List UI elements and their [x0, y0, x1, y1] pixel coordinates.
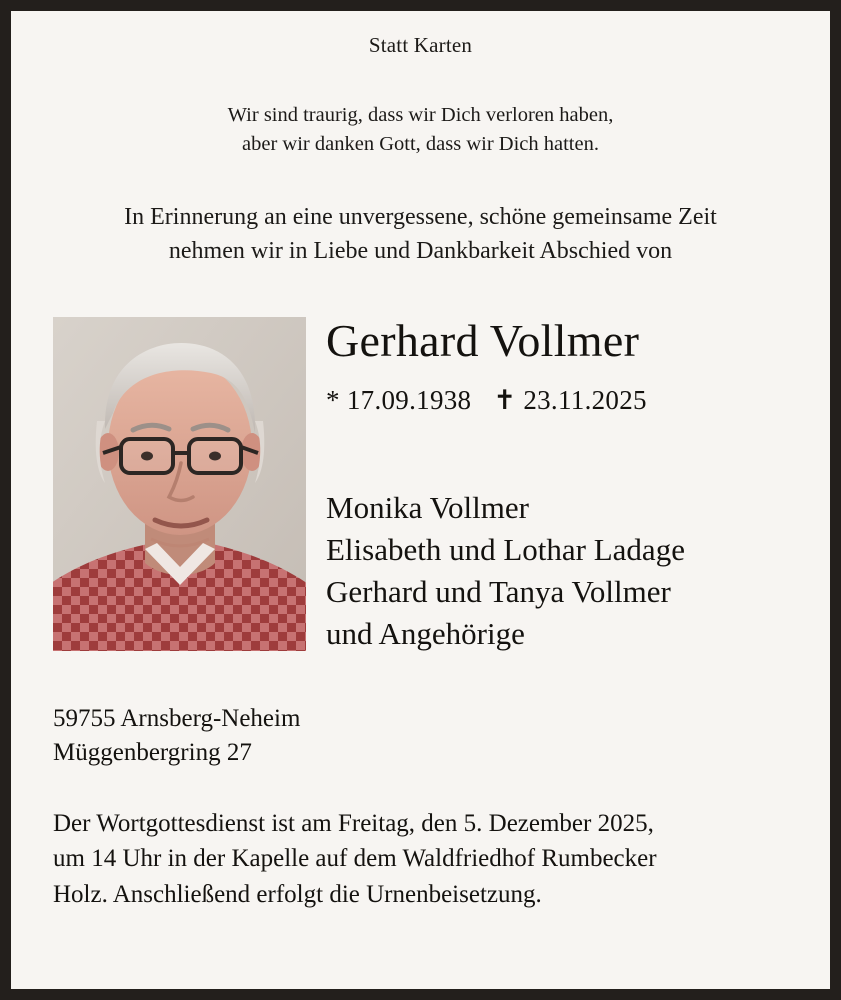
deceased-name: Gerhard Vollmer	[326, 314, 640, 366]
portrait-photo	[53, 317, 306, 651]
death-date: ✝ 23.11.2025	[493, 384, 647, 415]
service-line-2: um 14 Uhr in der Kapelle auf dem Waldfriedhof Rumbecker	[53, 845, 657, 873]
verse-block	[45, 101, 796, 158]
verse-line-2: aber wir danken Gott, dass wir Dich hatten.	[242, 132, 599, 155]
intro-line-1: In Erinnerung an eine unvergessene, schöne gemeinsame Zeit	[124, 204, 717, 231]
portrait-image	[53, 317, 306, 651]
address-line-2: Müggenbergring 27	[53, 738, 252, 766]
birth-date: * 17.09.1938	[326, 384, 472, 415]
list-item: und Angehörige	[326, 616, 525, 652]
service-line-1: Der Wortgottesdienst ist am Freitag, den 5. Dezember 2025,	[53, 809, 654, 837]
address-line-1: 59755 Arnsberg-Neheim	[53, 704, 301, 732]
notice-inner	[11, 11, 830, 989]
list-item: Monika Vollmer	[326, 489, 529, 525]
list-item: Gerhard und Tanya Vollmer	[326, 574, 671, 610]
mourners-list	[326, 487, 796, 656]
verse-line-1: Wir sind traurig, dass wir Dich verloren haben,	[227, 104, 614, 126]
main-row	[45, 314, 796, 662]
service-line-3: Holz. Anschließend erfolgt die Urnenbeisetzung.	[53, 880, 542, 908]
address-block	[53, 702, 796, 770]
intro-line-2: nehmen wir in Liebe und Dankbarkeit Abschied von	[168, 238, 673, 265]
statt-karten-heading: Statt Karten	[368, 33, 473, 57]
service-details	[53, 806, 796, 913]
life-dates	[326, 385, 796, 416]
intro-block	[45, 200, 796, 268]
list-item: Elisabeth und Lothar Ladage	[326, 531, 685, 567]
right-column	[326, 314, 796, 656]
